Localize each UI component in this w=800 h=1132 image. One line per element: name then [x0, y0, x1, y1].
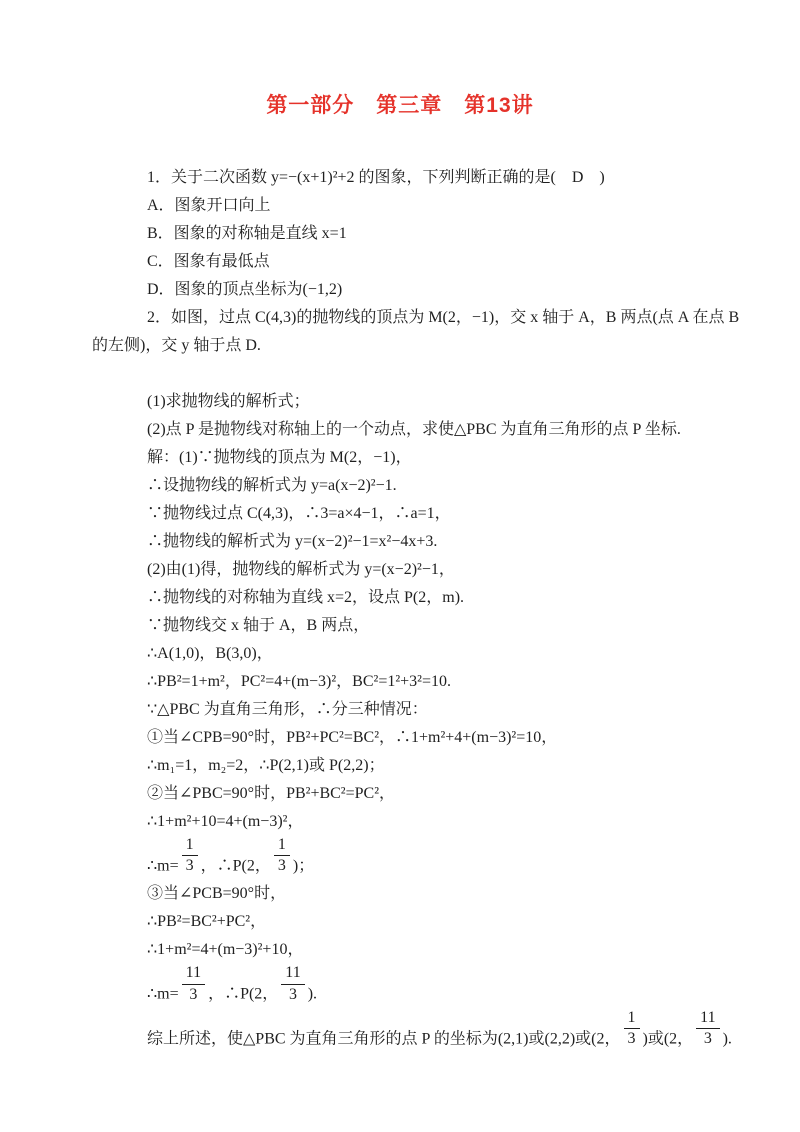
- text-segment: ∴1+m²+10=4+(m−3)²，: [147, 813, 304, 830]
- text-segment: A．图象开口向上: [147, 197, 271, 214]
- case3-line2: [92, 908, 760, 936]
- q1-option-d: [92, 276, 760, 304]
- fraction-denominator: 3: [277, 857, 286, 875]
- text-segment: ∵△PBC 为直角三角形，∴分三种情况：: [147, 701, 428, 718]
- q2-stem-line1: [92, 304, 760, 332]
- figure-blank-line: [92, 360, 760, 388]
- fraction-numerator: 1: [274, 836, 290, 856]
- fraction-numerator: 1: [182, 836, 198, 856]
- q2-stem-line2: [92, 332, 760, 360]
- text-segment: ∴m=: [147, 985, 179, 1003]
- fraction-denominator: 3: [703, 1030, 712, 1048]
- case2-line2: [92, 808, 760, 836]
- text-segment: 的左侧)，交 y 轴于点 D.: [92, 337, 261, 354]
- fraction-denominator: 3: [627, 1030, 636, 1048]
- fraction-numerator: 1: [624, 1009, 640, 1029]
- text-segment: ∴抛物线的解析式为 y=(x−2)²−1=x²−4x+3.: [147, 533, 438, 550]
- case3-line3: [92, 936, 760, 964]
- solution-step-3: [92, 500, 760, 528]
- text-segment: 综上所述，使△PBC 为直角三角形的点 P 的坐标为(2,1)或(2,2)或(2，: [147, 1030, 621, 1048]
- fraction: [274, 836, 290, 876]
- q1-option-c: [92, 248, 760, 276]
- solution-step-8: [92, 640, 760, 668]
- text-segment: ①当∠CPB=90°时，PB²+PC²=BC²，∴1+m²+4+(m−3)²=10，: [147, 729, 558, 746]
- text-segment: ，∴P(2，: [208, 985, 279, 1003]
- text-segment: D．图象的顶点坐标为(−1,2): [147, 281, 343, 298]
- fraction-denominator: 3: [289, 985, 297, 1003]
- text-segment: ∴PB²=BC²+PC²，: [147, 913, 267, 931]
- fraction-numerator: 11: [281, 964, 304, 984]
- solution-step-2: [92, 472, 760, 500]
- solution-step-1: [92, 444, 760, 472]
- text-segment: C．图象有最低点: [147, 253, 270, 270]
- fraction-denominator: 3: [185, 857, 194, 875]
- text-segment: ∴m=: [147, 857, 179, 875]
- text-segment: ③当∠PCB=90°时，: [147, 885, 287, 903]
- q1-option-b: [92, 220, 760, 248]
- q2-part1: [92, 388, 760, 416]
- text-segment: )或(2，: [642, 1030, 694, 1048]
- solution-step-10: [92, 696, 760, 724]
- fraction: [182, 964, 205, 1004]
- solution-step-6: [92, 584, 760, 612]
- solution-step-4: [92, 528, 760, 556]
- fraction-numerator: 11: [696, 1009, 719, 1029]
- text-segment: ∴1+m²=4+(m−3)²+10，: [147, 941, 304, 959]
- text-segment: (1)求抛物线的解析式；: [147, 393, 310, 410]
- q1-option-a: [92, 192, 760, 220]
- fraction: [696, 1009, 719, 1049]
- text-segment: B．图象的对称轴是直线 x=1: [147, 225, 347, 242]
- fraction-numerator: 11: [182, 964, 205, 984]
- case1-line1: [92, 724, 760, 752]
- solution-step-7: [92, 612, 760, 640]
- fraction-denominator: 3: [189, 985, 198, 1003]
- case3-line4: [92, 964, 760, 1008]
- case3-line1: [92, 880, 760, 908]
- case2-line1: [92, 780, 760, 808]
- q1-stem: [92, 164, 760, 192]
- document-body: [92, 164, 760, 1053]
- case2-line3: [92, 836, 760, 880]
- fraction: [624, 1009, 640, 1049]
- text-segment: )；: [292, 857, 315, 875]
- fraction: [281, 964, 304, 1004]
- text-segment: ∴设抛物线的解析式为 y=a(x−2)²−1.: [147, 477, 397, 494]
- solution-step-5: [92, 556, 760, 584]
- text-segment: ②当∠PBC=90°时，PB²+BC²=PC²，: [147, 785, 395, 802]
- text-segment: ).: [722, 1030, 732, 1048]
- conclusion: [92, 1009, 760, 1053]
- page-title: 第一部分 第三章 第13讲: [266, 94, 534, 117]
- text-segment: ∴m₁=1，m₂=2，∴P(2,1)或 P(2,2)；: [147, 757, 385, 774]
- text-segment: ，∴P(2，: [200, 857, 271, 875]
- text-segment: ∵抛物线过点 C(4,3)，∴3=a×4−1，∴a=1，: [147, 505, 451, 522]
- text-segment: ∴A(1,0)，B(3,0)，: [147, 645, 273, 662]
- text-segment: (2)点 P 是抛物线对称轴上的一个动点，求使△PBC 为直角三角形的点 P 坐标.: [147, 421, 681, 438]
- q2-part2: [92, 416, 760, 444]
- text-segment: (2)由(1)得，抛物线的解析式为 y=(x−2)²−1，: [147, 561, 455, 578]
- text-segment: ∴PB²=1+m²，PC²=4+(m−3)²，BC²=1²+3²=10.: [147, 673, 451, 690]
- text-segment: 2．如图，过点 C(4,3)的抛物线的顶点为 M(2，−1)，交 x 轴于 A，B 两点(点 A 在点 B: [147, 309, 740, 326]
- text-segment: 解：(1)∵抛物线的顶点为 M(2，−1)，: [147, 449, 412, 466]
- solution-step-9: [92, 668, 760, 696]
- fraction: [182, 836, 198, 876]
- case1-line2: [92, 752, 760, 780]
- text-segment: ∴抛物线的对称轴为直线 x=2，设点 P(2，m).: [147, 589, 465, 606]
- text-segment: ∵抛物线交 x 轴于 A，B 两点，: [147, 617, 370, 634]
- text-segment: 1．关于二次函数 y=−(x+1)²+2 的图象，下列判断正确的是( D ): [147, 169, 605, 186]
- text-segment: ).: [307, 985, 318, 1003]
